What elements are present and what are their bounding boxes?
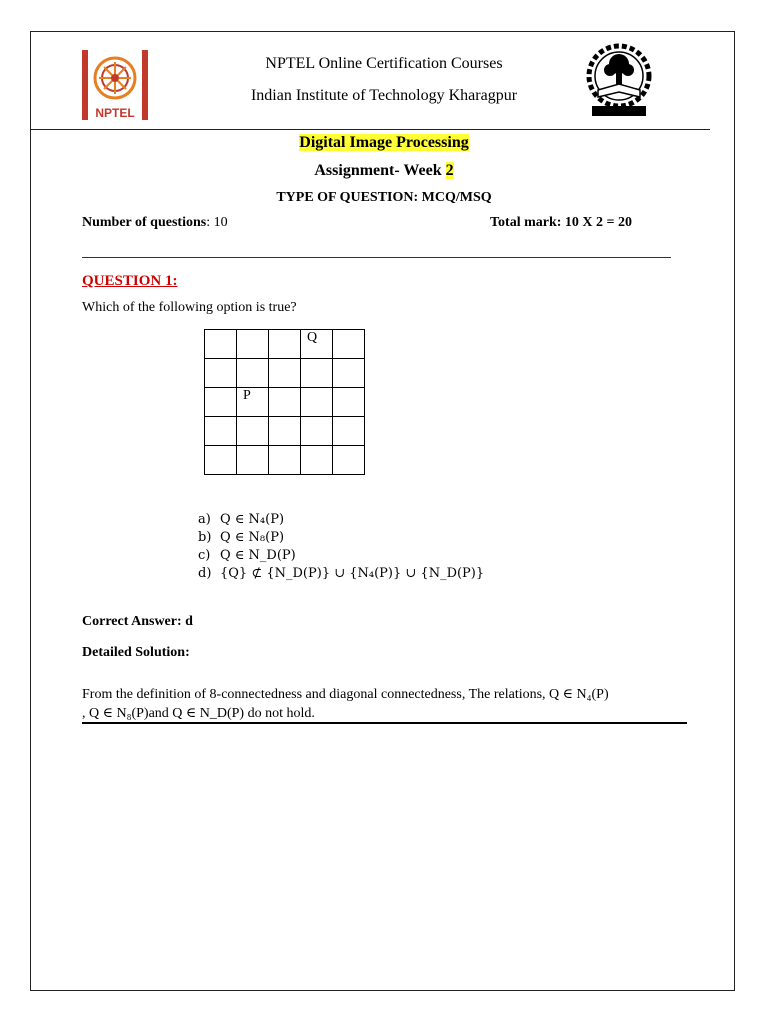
grid-cell	[237, 446, 269, 475]
options-list	[198, 511, 484, 583]
grid-cell	[333, 330, 365, 359]
option-label: c)	[198, 548, 211, 563]
nptel-logo-text: NPTEL	[95, 106, 135, 120]
grid-cell	[269, 446, 301, 475]
grid-cell	[333, 359, 365, 388]
grid-cell	[269, 359, 301, 388]
grid-cell	[205, 388, 237, 417]
solution-bottom-rule	[82, 722, 687, 724]
grid-cell	[237, 359, 269, 388]
grid-row	[205, 446, 365, 475]
option-a	[198, 511, 484, 529]
option-label: a)	[198, 512, 211, 527]
option-c	[198, 547, 484, 565]
question-type: TYPE OF QUESTION: MCQ/MSQ	[276, 190, 492, 205]
number-of-questions-value: : 10	[206, 215, 228, 230]
option-text: {Q} ⊄ {N_D(P)} ∪ {N₄(P)} ∪ {N_D(P)}	[220, 566, 485, 581]
option-d	[198, 565, 484, 583]
header-line-1: NPTEL Online Certification Courses	[265, 55, 503, 72]
option-text: Q ∈ N₈(P)	[220, 530, 285, 545]
grid-cell: Q	[301, 330, 333, 359]
option-b	[198, 529, 484, 547]
grid-cell	[205, 330, 237, 359]
option-text: Q ∈ N₄(P)	[220, 512, 285, 527]
correct-answer: Correct Answer: d	[82, 614, 193, 629]
number-of-questions	[82, 215, 228, 231]
grid-cell	[237, 330, 269, 359]
grid-cell	[333, 446, 365, 475]
course-title	[0, 134, 768, 152]
grid-cell	[301, 359, 333, 388]
grid-cell	[205, 417, 237, 446]
grid-cell	[205, 446, 237, 475]
grid-row	[205, 417, 365, 446]
assignment-week: 2	[445, 162, 454, 179]
grid-cell	[269, 330, 301, 359]
grid-cell	[333, 417, 365, 446]
grid-row	[205, 330, 365, 359]
grid-row	[205, 388, 365, 417]
pixel-grid	[204, 329, 365, 475]
grid-row	[205, 359, 365, 388]
question-text: Which of the following option is true?	[82, 300, 297, 315]
grid-cell	[205, 359, 237, 388]
grid-cell	[301, 388, 333, 417]
header-divider	[30, 129, 710, 130]
option-text: Q ∈ N_D(P)	[220, 548, 296, 563]
question-heading: QUESTION 1:	[82, 273, 178, 289]
course-title-text: Digital Image Processing	[299, 134, 469, 151]
assignment-title	[0, 162, 768, 180]
grid-cell	[301, 417, 333, 446]
grid-cell	[301, 446, 333, 475]
grid-cell	[269, 417, 301, 446]
solution-line-2: , Q ∈ N₈(P)and Q ∈ N_D(P) do not hold.	[82, 706, 315, 721]
grid-cell	[269, 388, 301, 417]
total-mark: Total mark: 10 X 2 = 20	[490, 215, 633, 230]
option-label: d)	[198, 566, 212, 581]
option-label: b)	[198, 530, 212, 545]
number-of-questions-label: Number of questions	[82, 215, 207, 230]
assignment-prefix: Assignment- Week	[314, 162, 446, 179]
grid-cell	[333, 388, 365, 417]
separator-line	[82, 257, 671, 258]
iit-kharagpur-logo	[584, 42, 654, 122]
grid-cell	[237, 417, 269, 446]
header-line-2: Indian Institute of Technology Kharagpur	[250, 87, 518, 104]
solution-line-1: From the definition of 8-connectedness and diagonal connectedness, The relations, Q ∈ N₄(P)	[82, 687, 609, 702]
grid-cell: P	[237, 388, 269, 417]
solution-label: Detailed Solution:	[82, 645, 190, 660]
